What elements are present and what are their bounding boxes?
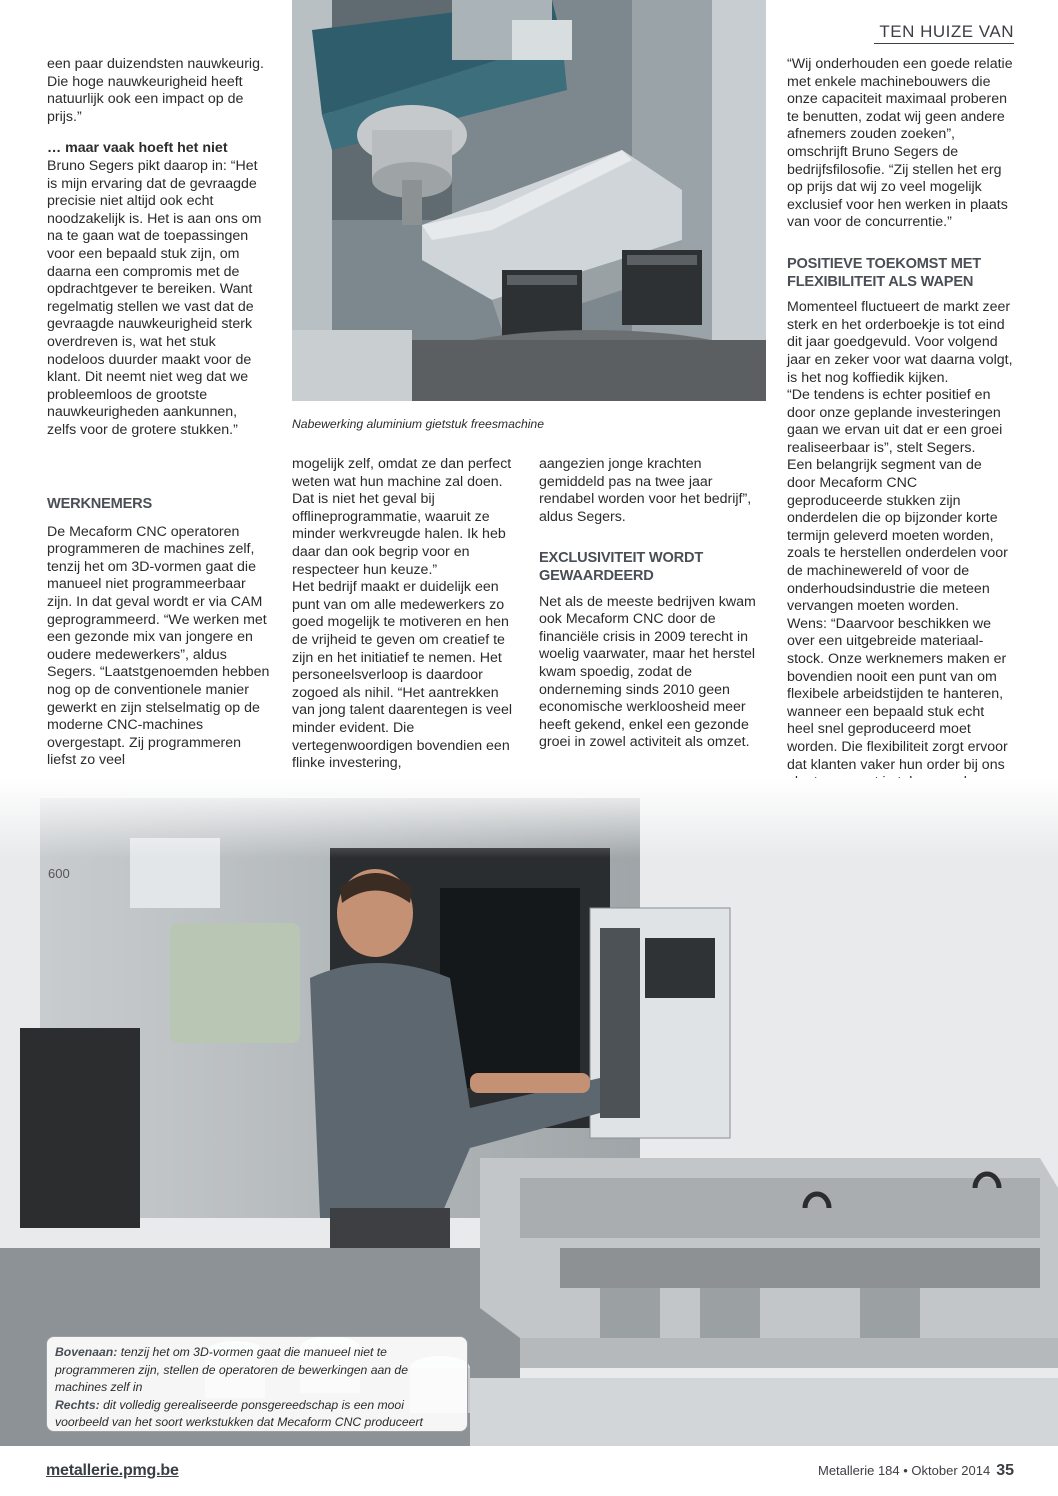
paragraph: Het bedrijf maakt er duidelijk een punt van om alle medewerkers zo goed mogelijk te motiveren en hen de vrijheid te geven om creatief te zijn en het initiatief te nemen. Het personeelsverloop is daardoor zogoed als nihil. “Het aantrekken van jong talent daarentegen is veel minder evident. Die vertegenwoordigen bovendien een flinke investering, bbox=[292, 579, 513, 772]
subheading: … maar vaak hoeft het niet bbox=[47, 140, 228, 157]
milling-machine-photo bbox=[292, 0, 766, 401]
website-link[interactable]: metallerie.pmg.be bbox=[46, 1462, 179, 1479]
paragraph: “De tendens is echter positief en door onze geplande investeringen gaan we ervan uit dat er een groei realiseerbaar is”, stelt Segers. bbox=[787, 387, 1003, 456]
caption-head: Rechts: bbox=[55, 1397, 100, 1412]
paragraph: een paar duizendsten nauwkeurig. bbox=[47, 56, 264, 72]
caption-text: tenzij het om 3D-vormen gaat die manueel niet te programmeren zijn, stellen de operatoren de bewerkingen aan de machines zelf in bbox=[55, 1345, 408, 1394]
paragraph: “Wij onderhouden een goede relatie met enkele machinebouwers die onze capaciteit maximaal proberen te benutten, zodat wij geen andere afnemers zouden zoeken”, omschrijft Bruno Segers de bedrijfsfilosofie. “Zij stellen het erg op prijs dat wij zo veel mogelijk exclusief voor hen werken in plaats van voor de concurrentie.” bbox=[787, 56, 1013, 231]
paragraph: Een belangrijk segment van de door Mecaform CNC geproduceerde stukken zijn onderdelen die op bijzonder korte termijn geleverd moeten worden, zoals te herstellen onderdelen voor de machinewereld of voor de onderhoudsindustrie die meteen vervangen moeten worden. bbox=[787, 457, 1008, 615]
issue-label: Metallerie 184 • Oktober 2014 bbox=[817, 1463, 991, 1478]
paragraph: Momenteel fluctueert de markt zeer sterk en het orderboekje is tot eind dit jaar goedgevuld. Voor volgend jaar en zeker voor wat daarna volgt, is het nog koffiedik kijken. bbox=[787, 299, 1013, 386]
caption-text: dit volledig gerealiseerde ponsgereedschap is een mooi voorbeeld van het soort werkstukken dat Mecaform CNC produceert bbox=[55, 1397, 423, 1429]
column-1-top bbox=[47, 56, 267, 439]
paragraph: De Mecaform CNC operatoren programmeren de machines zelf, tenzij het om 3D-vormen gaat die manueel niet programmeerbaar zijn. In dat geval wordt er via CAM geprogrammeerd. “We werken met een gezonde mix van jongere en oudere medewerkers”, aldus Segers. “Laatstgenoemden hebben nog op de conventionele manier gewerkt en zijn stelselmatig op de moderne CNC-machines overgestapt. Zij programmeren liefst zo veel bbox=[47, 523, 270, 769]
photo-caption: Nabewerking aluminium gietstuk freesmachine bbox=[292, 417, 544, 431]
paragraph: Bruno Segers pikt daarop in: “Het is mijn ervaring dat de gevraagde precisie niet altijd ook echt noodzakelijk is. Het is aan ons om na te gaan wat de toepassingen voor een bepaald stuk zijn, om daarna een compromis met de opdrachtgever te bereiken. Want regelmatig stellen we vast dat de gevraagde nauwkeurigheid sterk overdreven is, wat het stuk nodeloos duurder maakt voor de klant. Dit neemt niet weg dat we probleemloos de grootste nauwkeurigheden aankunnen, zelfs voor de grotere stukken.” bbox=[47, 157, 262, 438]
paragraph: mogelijk zelf, omdat ze dan perfect weten wat hun machine zal doen. Dat is niet het geval bij offlineprogrammatie, waaruit ze minder werkvreugde halen. Ik heb daar dan ook begrip voor en respecteer hun keuze.” bbox=[292, 456, 512, 578]
paragraph: Die hoge nauwkeurigheid heeft natuurlijk ook een impact op de prijs.” bbox=[47, 73, 244, 125]
section-heading: WERKNEMERS bbox=[47, 496, 153, 512]
column-3 bbox=[539, 456, 767, 752]
milling-machine-illustration bbox=[292, 0, 766, 401]
column-2 bbox=[292, 456, 520, 773]
section-label: TEN HUIZE VAN bbox=[874, 22, 1014, 44]
paragraph: Net als de meeste bedrijven kwam ook Mecaform CNC door de financiële crisis in 2009 terecht in woelig vaarwater, maar het herstel kwam spoedig, zodat de onderneming sinds 2010 geen economische werkloosheid meer heeft gekend, enkel een gezonde groei in zowel activiteit als omzet. bbox=[539, 593, 756, 751]
section-heading: POSITIEVE TOEKOMST MET FLEXIBILITEIT ALS WAPEN bbox=[787, 255, 981, 290]
column-1-bottom bbox=[47, 496, 271, 770]
paragraph: aangezien jonge krachten gemiddeld pas na twee jaar rendabel worden voor het bedrijf”, aldus Segers. bbox=[539, 456, 752, 525]
section-heading: EXCLUSIVITEIT WORDT GEWAARDEERD bbox=[539, 550, 704, 584]
caption-head: Bovenaan: bbox=[55, 1345, 118, 1359]
footer-issue bbox=[818, 1462, 1014, 1480]
photo-caption-box bbox=[46, 1336, 468, 1432]
paragraph: Wens: “Daarvoor beschikken we over een uitgebreide materiaal-stock. Onze werknemers maken er bovendien nooit een punt van om flexibele arbeidstijden te hanteren, wanneer een bepaald stuk echt heel snel geproduceerd moet worden. Die flexibiliteit zorgt ervoor dat klanten vaker hun order bij ons bbox=[787, 615, 1008, 773]
page-number: 35 bbox=[996, 1462, 1014, 1479]
